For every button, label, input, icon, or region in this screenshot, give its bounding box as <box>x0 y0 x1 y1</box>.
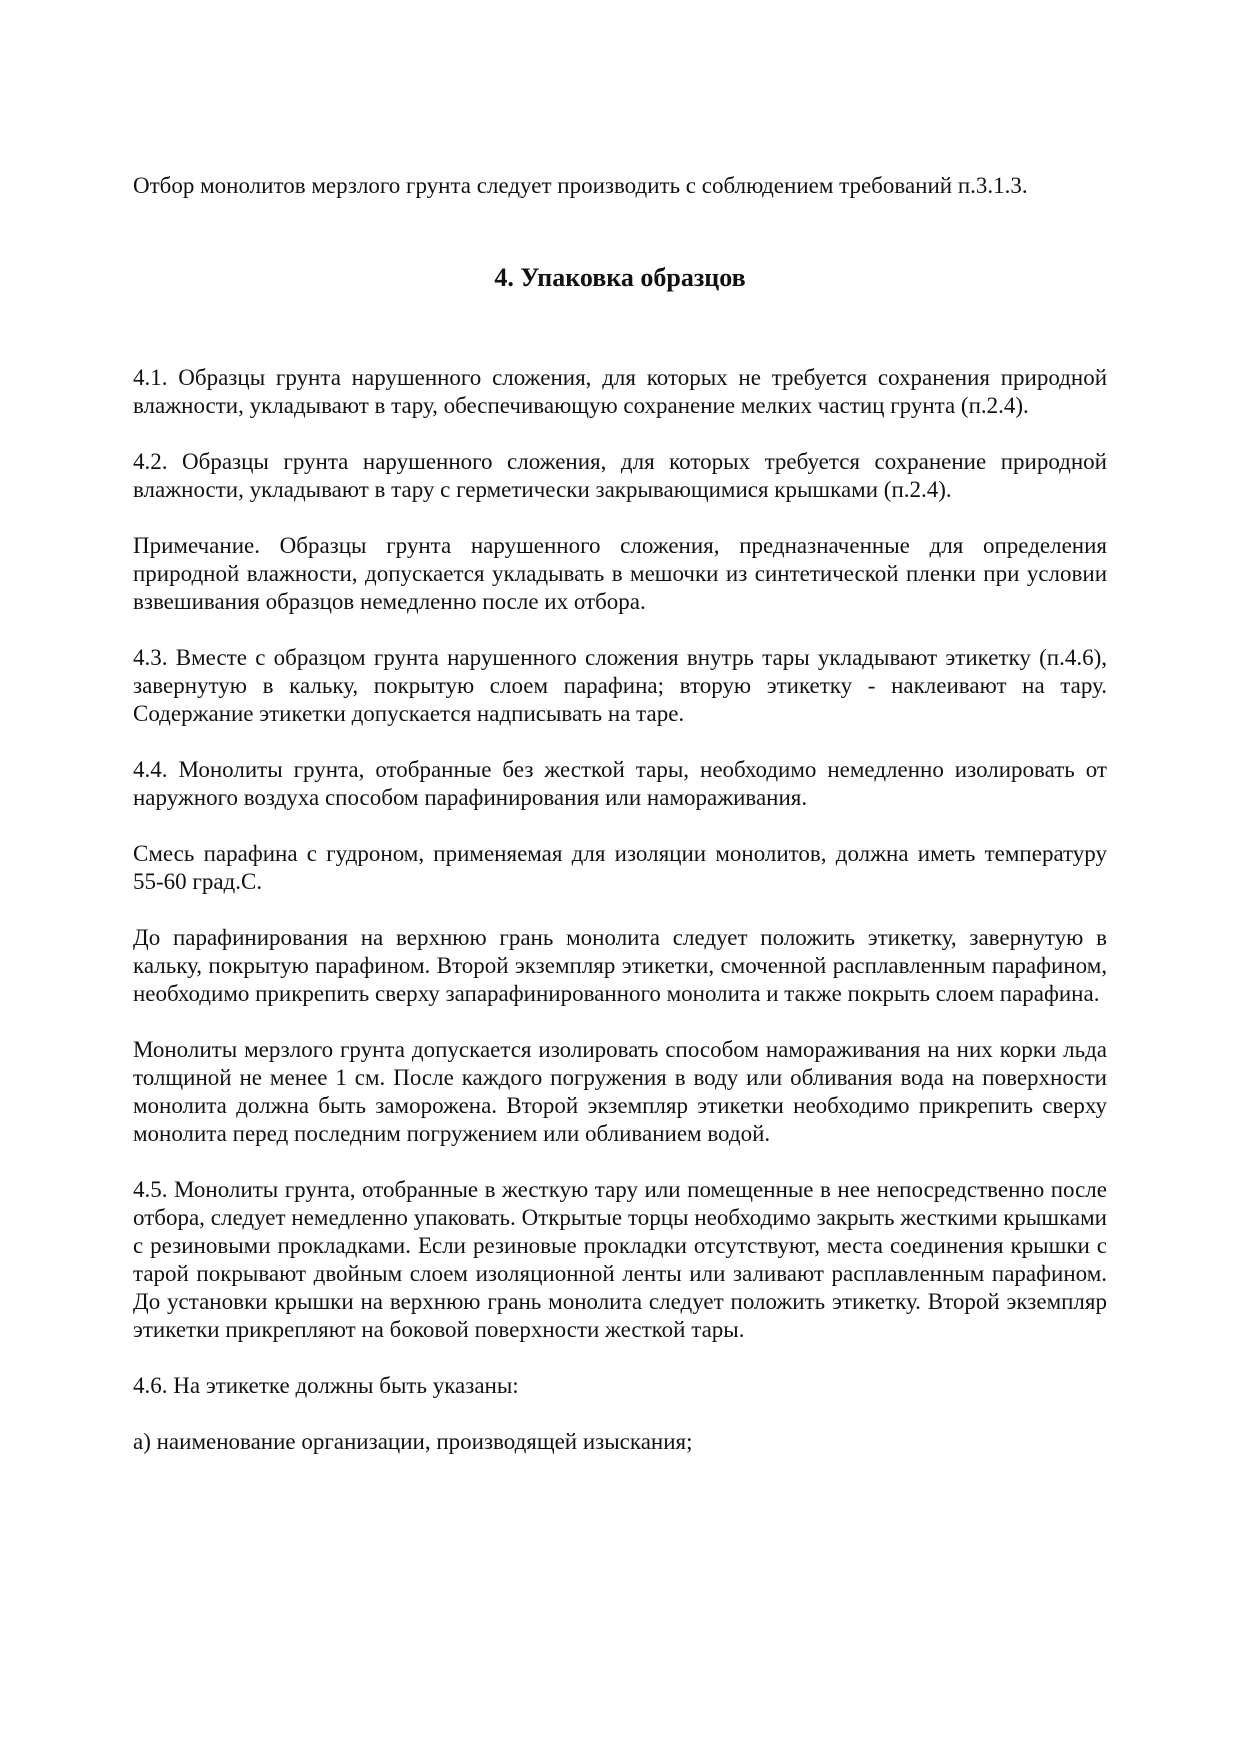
paragraph-4-6: 4.6. На этикетке должны быть указаны: <box>133 1373 519 1398</box>
document-page <box>133 172 1107 1456</box>
paragraph-4-2: 4.2. Образцы грунта нарушенного сложения, для которых требуется сохранение природной влажности, укладывают в тару с герметически закрывающимися крышками (п.2.4). <box>133 449 1107 502</box>
paragraph-4-3: 4.3. Вместе с образцом грунта нарушенного сложения внутрь тары укладывают этикетку (п.4.6), завернутую в кальку, покрытую слоем парафина; вторую этикетку - наклеивают на тару. Содержание этикетки допускается надписывать на таре. <box>133 645 1107 726</box>
paragraph-item-a: а) наименование организации, производящей изыскания; <box>133 1429 693 1454</box>
intro-paragraph: Отбор монолитов мерзлого грунта следует производить с соблюдением требований п.3.1.3. <box>133 173 1028 198</box>
paragraph-4-5: 4.5. Монолиты грунта, отобранные в жесткую тару или помещенные в нее непосредственно после отбора, следует немедленно упаковать. Открытые торцы необходимо закрыть жесткими крышками с резиновыми прокладками. Если резиновые прокладки отсутствуют, места соединения крышки с тарой покрывают двойным слоем изоляционной ленты или заливают расплавленным парафином. До установки крышки на верхнюю грань монолита следует положить этикетку. Второй экземпляр этикетки прикрепляют на боковой поверхности жесткой тары. <box>133 1177 1107 1342</box>
paragraph-4-1: 4.1. Образцы грунта нарушенного сложения, для которых не требуется сохранения природной влажности, укладывают в тару, обеспечивающую сохранение мелких частиц грунта (п.2.4). <box>133 365 1107 418</box>
paragraph-4-4: 4.4. Монолиты грунта, отобранные без жесткой тары, необходимо немедленно изолировать от наружного воздуха способом парафинирования или намораживания. <box>133 757 1107 810</box>
paragraph-note: Примечание. Образцы грунта нарушенного сложения, предназначенные для определения природной влажности, допускается укладывать в мешочки из синтетической пленки при условии взвешивания образцов немедленно после их отбора. <box>133 533 1107 614</box>
paragraph-paraffin-label: До парафинирования на верхнюю грань монолита следует положить этикетку, завернутую в кальку, покрытую парафином. Второй экземпляр этикетки, смоченной расплавленным парафином, необходимо прикрепить сверху запарафинированного монолита и также покрыть слоем парафина. <box>133 925 1107 1006</box>
paragraph-paraffin-mix: Смесь парафина с гудроном, применяемая для изоляции монолитов, должна иметь температуру 55-60 град.С. <box>133 841 1107 894</box>
section-heading: 4. Упаковка образцов <box>494 263 746 292</box>
paragraph-frozen-monoliths: Монолиты мерзлого грунта допускается изолировать способом намораживания на них корки льда толщиной не менее 1 см. После каждого погружения в воду или обливания вода на поверхности монолита должна быть заморожена. Второй экземпляр этикетки необходимо прикрепить сверху монолита перед последним погружением или обливанием водой. <box>133 1037 1107 1146</box>
